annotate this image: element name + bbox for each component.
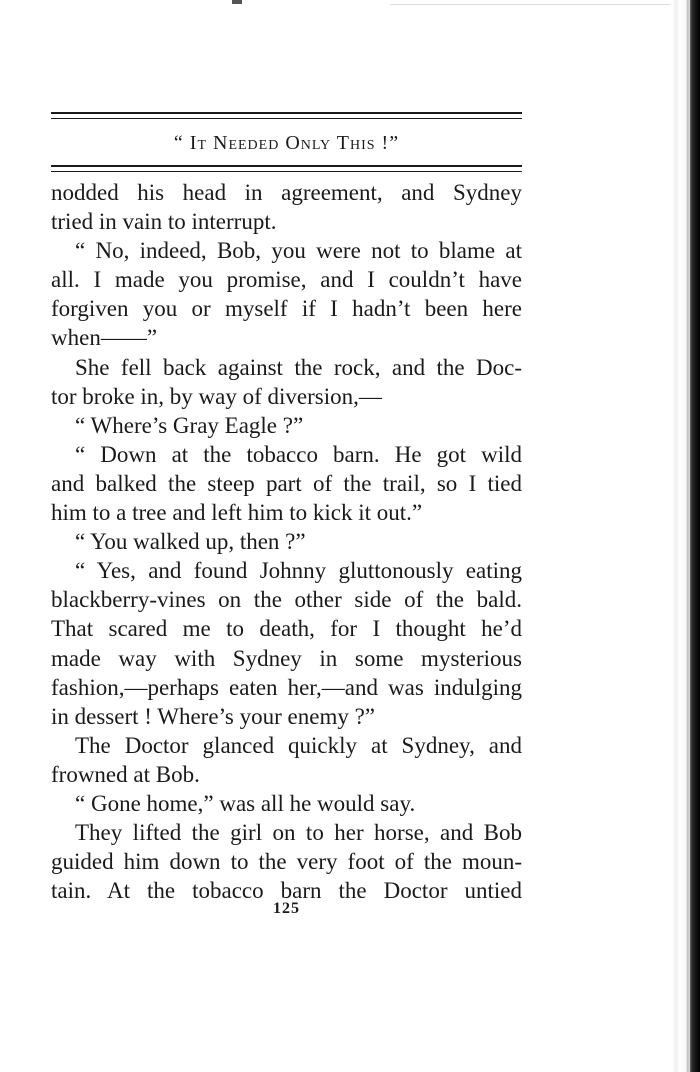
text-line: all. I made you promise, and I couldn’t have bbox=[51, 267, 522, 293]
text-line: That scared me to death, for I thought he’d bbox=[51, 616, 522, 642]
body-text bbox=[51, 178, 522, 905]
page-number: 125 bbox=[273, 900, 300, 917]
text-line: tain. At the tobacco barn the Doctor untied bbox=[51, 878, 522, 904]
text-line: in dessert ! Where’s your enemy ?” bbox=[51, 703, 376, 729]
text-line: forgiven you or myself if I hadn’t been here bbox=[51, 296, 522, 322]
text-line: guided him down to the very foot of the moun- bbox=[51, 849, 522, 875]
text-line: She fell back against the rock, and the Doc- bbox=[75, 354, 522, 380]
text-line: frowned at Bob. bbox=[51, 761, 200, 787]
text-line: fashion,—perhaps eaten her,—and was indulging bbox=[51, 674, 522, 700]
scan-artifact-line bbox=[390, 4, 670, 5]
running-header bbox=[51, 112, 522, 172]
text-line: The Doctor glanced quickly at Sydney, and bbox=[75, 732, 522, 758]
text-line: “ No, indeed, Bob, you were not to blame at bbox=[75, 238, 522, 264]
text-line: tried in vain to interrupt. bbox=[51, 209, 277, 235]
text-line: “ Gone home,” was all he would say. bbox=[75, 790, 416, 816]
text-line: “ Where’s Gray Eagle ?” bbox=[75, 412, 304, 438]
text-line: “ Yes, and found Johnny gluttonously eating bbox=[75, 558, 522, 584]
header-title: “ It Needed Only This !” bbox=[173, 132, 400, 154]
text-line: made way with Sydney in some mysterious bbox=[51, 645, 522, 671]
page-edge-shadow bbox=[672, 0, 700, 1072]
text-line: him to a tree and left him to kick it out.” bbox=[51, 500, 423, 526]
header-bottom-rule bbox=[51, 165, 522, 172]
text-line: when——” bbox=[51, 325, 158, 351]
text-line: and balked the steep part of the trail, so I tied bbox=[51, 470, 522, 496]
text-line: tor broke in, by way of diversion,— bbox=[51, 383, 382, 409]
text-line: blackberry-vines on the other side of the bald. bbox=[51, 587, 522, 613]
text-line: nodded his head in agreement, and Sydney bbox=[51, 180, 522, 205]
text-line: “ Down at the tobacco barn. He got wild bbox=[75, 441, 522, 467]
text-line: “ You walked up, then ?” bbox=[75, 529, 306, 555]
print-mark bbox=[232, 0, 242, 4]
header-top-rule bbox=[51, 112, 522, 119]
text-line: They lifted the girl on to her horse, and Bob bbox=[75, 820, 522, 846]
